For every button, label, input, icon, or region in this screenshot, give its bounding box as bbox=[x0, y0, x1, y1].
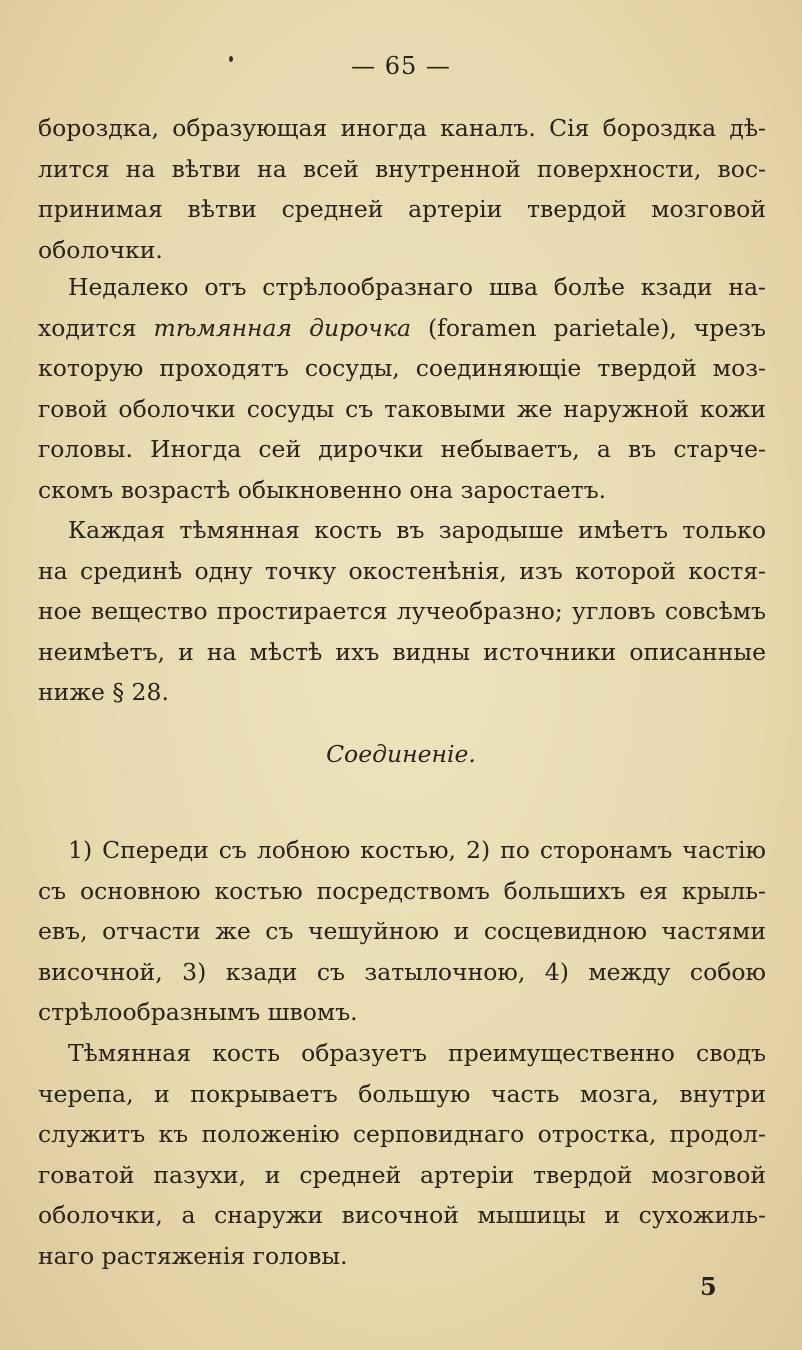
section-heading: Соединеніе. bbox=[326, 740, 476, 768]
signature-mark: 5 bbox=[700, 1272, 717, 1301]
text-line-with-term bbox=[38, 308, 766, 349]
text-line: Тѣмянная кость образуетъ преимущественно сводъ bbox=[68, 1039, 766, 1067]
text-line: оболочки. bbox=[38, 235, 163, 264]
text-run: (foramen parietale), чрезъ bbox=[410, 313, 766, 342]
text-line: 1) Спереди съ лобною костью, 2) по сторонамъ частію bbox=[68, 836, 766, 864]
text-line: говатой пазухи, и средней артеріи твердой мозговой bbox=[38, 1160, 766, 1189]
text-line: говой оболочки сосуды съ таковыми же наружной кожи bbox=[38, 394, 766, 423]
paragraph-3 bbox=[38, 510, 766, 713]
text-line: евъ, отчасти же съ чешуйною и сосцевидною частями bbox=[38, 917, 766, 945]
paragraph-5 bbox=[38, 1033, 766, 1276]
paragraph-2 bbox=[38, 267, 766, 510]
text-line: наго растяженія головы. bbox=[38, 1241, 348, 1270]
text-line: служитъ къ положенію серповиднаго отростка, продол- bbox=[38, 1120, 766, 1148]
paragraph-4 bbox=[38, 830, 766, 1033]
text-line: Каждая тѣмянная кость въ зародыше имѣетъ только bbox=[68, 516, 766, 544]
text-line: которую проходятъ сосуды, соединяющіе твердой моз- bbox=[38, 354, 766, 382]
italic-term: тѣмянная дирочка bbox=[153, 313, 411, 342]
text-run: ходится bbox=[38, 313, 154, 342]
text-line: ное вещество простирается лучеобразно; угловъ совсѣмъ bbox=[38, 597, 766, 625]
page-number: — 65 — bbox=[351, 52, 451, 80]
text-line: Недалеко отъ стрѣлообразнаго шва болѣе кзади на- bbox=[68, 273, 766, 301]
paragraph-1 bbox=[38, 108, 766, 270]
text-line: черепа, и покрываетъ большую часть мозга, внутри bbox=[38, 1079, 766, 1108]
text-line: скомъ возрастѣ обыкновенно она заростаетъ. bbox=[38, 475, 607, 504]
text-line: височной, 3) кзади съ затылочною, 4) между собою bbox=[38, 957, 766, 986]
text-line: съ основною костью посредствомъ большихъ ея крыль- bbox=[38, 876, 766, 905]
text-line: принимая вѣтви средней артеріи твердой мозговой bbox=[38, 195, 766, 223]
text-line: лится на вѣтви на всей внутренной поверхности, вос- bbox=[38, 154, 766, 183]
text-line: стрѣлообразнымъ швомъ. bbox=[38, 998, 358, 1026]
text-line: бороздка, образующая иногда каналъ. Сія бороздка дѣ- bbox=[38, 114, 766, 142]
text-line: головы. Иногда сей дирочки небываетъ, а въ старче- bbox=[38, 435, 766, 463]
text-line: на срединѣ одну точку окостенѣнія, изъ которой костя- bbox=[38, 556, 766, 585]
text-line: ниже § 28. bbox=[38, 678, 169, 706]
text-line: оболочки, а снаружи височной мышицы и сухожиль- bbox=[38, 1201, 766, 1229]
text-line: неимѣетъ, и на мѣстѣ ихъ видны источники описанные bbox=[38, 637, 766, 666]
